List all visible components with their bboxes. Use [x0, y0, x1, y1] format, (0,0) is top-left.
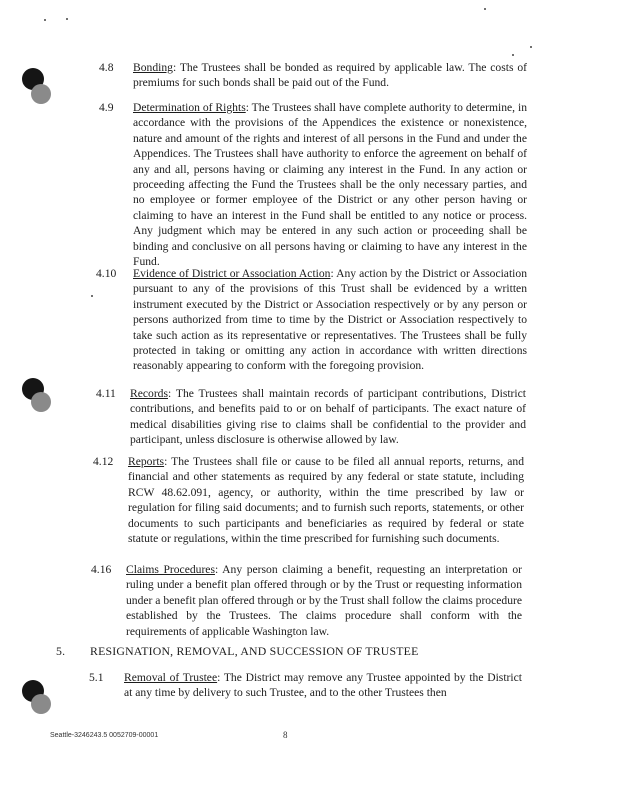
- section-4-12: [128, 454, 524, 546]
- punch-hole-top-shadow: [31, 84, 51, 104]
- section-4-8: [133, 60, 527, 91]
- section-4-11: [130, 386, 526, 448]
- section-text: : The Trustees shall have complete authority to determine, in accordance with the provisions of the Appendices the existence or nonexistence, nature and amount of the rights and interest of all persons in the Fund and under the Appendices. The Trustees shall have authority to enforce the agreement on behalf of any and all, persons having or claiming any interest in the Fund. In any action or proceeding affecting the Fund the Trustees shall be the only necessary parties, and no employee or former employee of the District or any other person having or claiming to have an interest in the Fund shall be entitled to any notice or process. Any judgment which may be entered in any such action or proceeding shall be binding and conclusive on all persons having or claiming to have any interest in the Fund.: [133, 101, 527, 269]
- footer-document-id: Seattle-3246243.5 0052709-00001: [50, 732, 159, 739]
- punch-hole-middle-shadow: [31, 392, 51, 412]
- section-heading: Determination of Rights: [133, 101, 246, 114]
- section-heading: Claims Procedures: [126, 563, 215, 576]
- section-number: 4.8: [99, 61, 114, 74]
- section-number: 4.10: [96, 267, 117, 280]
- section-text: : The Trustees shall maintain records of participant contributions, District contributions, and benefits paid to or on behalf of participants. The exact nature of medical disabilities giving rise to claims shall be confidential to the provider and participant, unless disclosure is otherwise allowed by law.: [130, 387, 526, 447]
- section-heading: Reports: [128, 455, 165, 468]
- section-heading: Bonding: [133, 61, 173, 74]
- section-4-9: [133, 100, 527, 269]
- section-text: : Any person claiming a benefit, requesting an interpretation or ruling under a benefit plan offered through or by the Trust or requesting information under a benefit plan offered through or by the Trust shall follow the claims procedure established by the Trustees. The claims procedure shall conform with the requirements of applicable Washington law.: [126, 563, 522, 638]
- scan-speck: [66, 18, 68, 20]
- section-text: : Any action by the District or Association pursuant to any of the provisions of this Trust shall be evidenced by a written instrument executed by the District or Association respectively or by any person or persons authorized from time to time by the District or Association respectively to take such action as its representative or representatives. The Trustees shall be fully protected in taking or omitting any action in accordance with written directions reasonably appearing to conform with the foregoing provision.: [133, 267, 527, 373]
- subsection-text: : The District may remove any Trustee appointed by the District at any time by delivery to such Trustee, and to the other Trustees then: [124, 671, 522, 700]
- subsection-5-1: [124, 670, 522, 701]
- article-title: RESIGNATION, REMOVAL, AND SUCCESSION OF TRUSTEE: [90, 644, 419, 658]
- section-number: 4.12: [93, 455, 114, 468]
- punch-hole-bottom-shadow: [31, 694, 51, 714]
- subsection-number: 5.1: [89, 671, 104, 684]
- section-4-10: [133, 266, 527, 374]
- section-number: 4.11: [96, 387, 116, 400]
- section-heading: Evidence of District or Association Action: [133, 267, 331, 280]
- scan-speck: [91, 295, 93, 297]
- scan-speck: [484, 8, 486, 10]
- section-text: : The Trustees shall be bonded as required by applicable law. The costs of premiums for such bonds shall be paid out of the Fund.: [133, 61, 527, 90]
- footer-page-number: 8: [283, 730, 288, 740]
- scan-speck: [530, 46, 532, 48]
- section-text: : The Trustees shall file or cause to be filed all annual reports, returns, and financial and other statements as required by any federal or state statute, including RCW 48.62.091, agency, or authority, within the time prescribed by law or regulation for filing said documents; and to furnish such reports, statements, or other documents to such participants and beneficiaries as required by federal or state statute or regulations, within the time prescribed for furnishing such documents.: [128, 455, 524, 546]
- section-4-16: [126, 562, 522, 639]
- scan-speck: [44, 19, 46, 21]
- section-number: 4.16: [91, 563, 112, 576]
- section-heading: Records: [130, 387, 168, 400]
- section-number: 4.9: [99, 101, 114, 114]
- subsection-heading: Removal of Trustee: [124, 671, 218, 684]
- scan-speck: [512, 54, 514, 56]
- article-number: 5.: [56, 644, 66, 658]
